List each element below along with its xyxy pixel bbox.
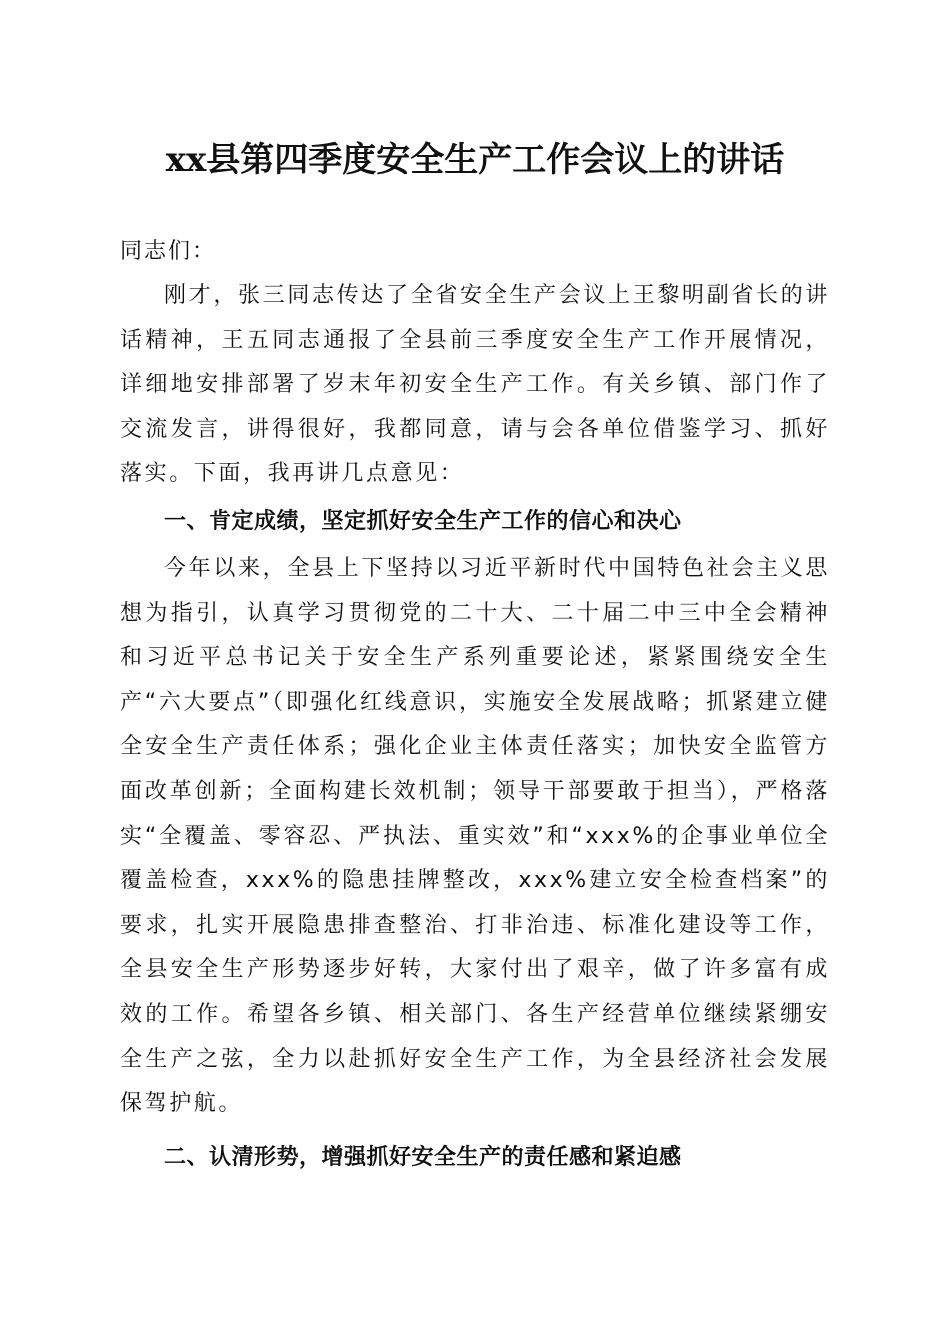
section-heading-1: 一、肯定成绩，坚定抓好安全生产工作的信心和决心 — [164, 508, 682, 534]
paragraph-intro: 刚才，张三同志传达了全省安全生产会议上王黎明副省长的讲话精神，王五同志通报了全县前三季度安全生产工作开展情况，详细地安排部署了岁末年初安全生产工作。有关乡镇、部门作了交流发言，讲得很好，我都同意，请与会各单位借鉴学习、抓好落实。下面，我再讲几点意见： — [120, 283, 830, 487]
salutation: 同志们： — [120, 239, 217, 264]
document-body — [120, 230, 830, 1183]
paragraph-achievements: 今年以来，全县上下坚持以习近平新时代中国特色社会主义思想为指引，认真学习贯彻党的二十大、二十届二中三中全会精神和习近平总书记关于安全生产系列重要论述，紧紧围绕安全生产“六大要点”（即强化红线意识，实施安全发展战略；抓紧建立健全安全生产责任体系；强化企业主体责任落实；加快安全监管方面改革创新；全面构建长效机制；领导干部要敢于担当），严格落实“全覆盖、零容忍、严执法、重实效”和“xxx%的企事业单位全覆盖检查，xxx%的隐患挂牌整改，xxx%建立安全检查档案”的要求，扎实开展隐患排查整治、打非治违、标准化建设等工作，全县安全生产形势逐步好转，大家付出了艰辛，做了许多富有成效的工作。希望各乡镇、相关部门、各生产经营单位继续紧绷安全生产之弦，全力以赴抓好安全生产工作，为全县经济社会发展保驾护航。 — [120, 555, 830, 1117]
document-title: xx县第四季度安全生产工作会议上的讲话 — [165, 140, 785, 180]
section-heading-2: 二、认清形势，增强抓好安全生产的责任感和紧迫感 — [164, 1144, 682, 1170]
